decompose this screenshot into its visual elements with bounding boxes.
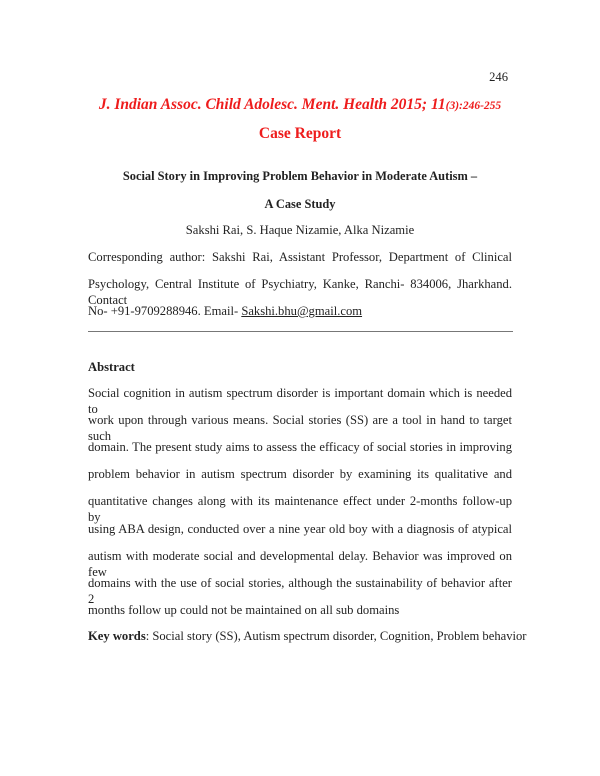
correspondence-line: Psychology, Central Institute of Psychiatry, Kanke, Ranchi- 834006, Jharkhand. Contact (88, 277, 512, 307)
abstract-heading: Abstract (88, 360, 135, 374)
abstract-line: domains with the use of social stories, although the sustainability of behavior after 2 (88, 576, 512, 606)
journal-citation (0, 97, 600, 114)
contact-text: No- +91-9709288946. Email- (88, 304, 242, 318)
keywords-text: : Social story (SS), Autism spectrum disorder, Cognition, Problem behavior (145, 629, 527, 643)
article-title-line1: Social Story in Improving Problem Behavior in Moderate Autism – (122, 169, 478, 183)
abstract-line: work upon through various means. Social stories (SS) are a tool in hand to target such (88, 413, 512, 443)
journal-issue: (3):246-255 (445, 100, 502, 112)
correspondence-contact (88, 303, 512, 319)
abstract-line: months follow up could not be maintained on all sub domains (88, 603, 400, 617)
page-number: 246 (489, 70, 508, 84)
abstract-line: autism with moderate social and developmental delay. Behavior was improved on few (88, 549, 512, 579)
abstract-line: using ABA design, conducted over a nine year old boy with a diagnosis of atypical (88, 522, 512, 536)
keywords (88, 628, 527, 644)
abstract-line: problem behavior in autism spectrum disorder by examining its qualitative and (88, 467, 512, 481)
authors: Sakshi Rai, S. Haque Nizamie, Alka Nizamie (185, 223, 415, 237)
article-title-line2: A Case Study (264, 197, 336, 211)
correspondence-line: Corresponding author: Sakshi Rai, Assistant Professor, Department of Clinical (88, 250, 512, 264)
article-type: Case Report (258, 125, 342, 142)
journal-name: J. Indian Assoc. Child Adolesc. Ment. Health 2015; 11 (98, 96, 446, 113)
abstract-line: domain. The present study aims to assess the efficacy of social stories in improving (88, 440, 512, 454)
abstract-line: quantitative changes along with its maintenance effect under 2-months follow-up by (88, 494, 512, 524)
keywords-label: Key words (88, 629, 146, 643)
abstract-line: Social cognition in autism spectrum disorder is important domain which is needed to (88, 386, 512, 416)
email-link[interactable]: Sakshi.bhu@gmail.com (241, 304, 363, 318)
divider (88, 331, 513, 332)
